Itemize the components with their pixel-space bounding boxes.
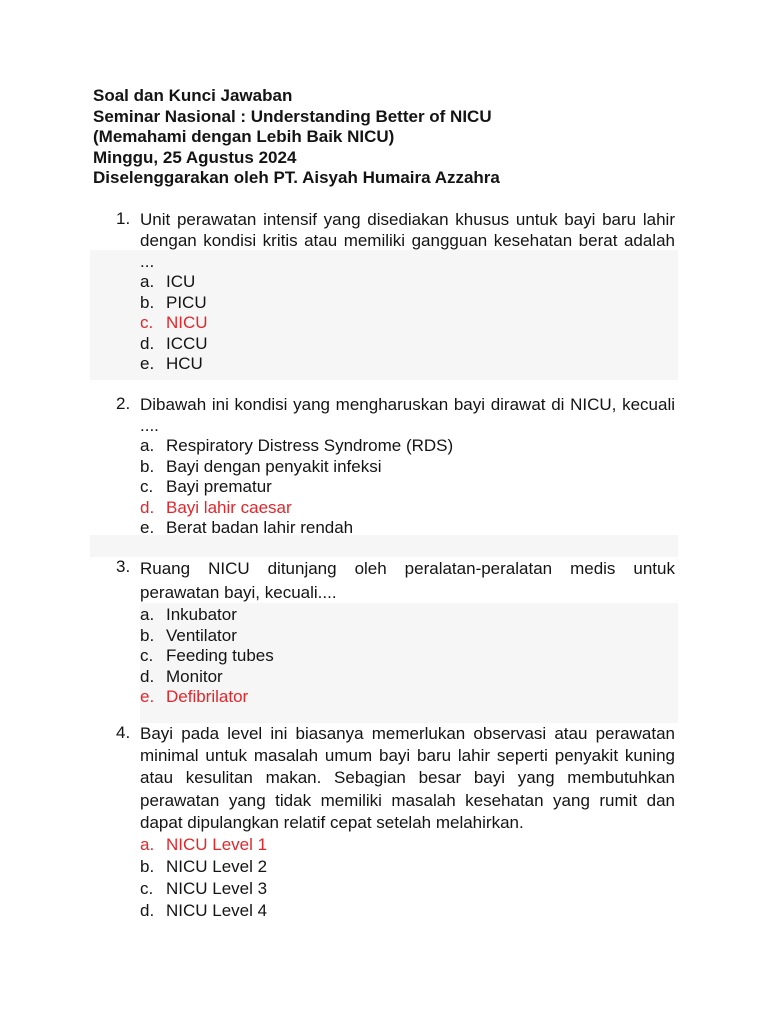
option-text: Bayi dengan penyakit infeksi bbox=[166, 456, 382, 476]
option bbox=[140, 900, 675, 922]
document-header bbox=[93, 86, 500, 189]
option-text: Respiratory Distress Syndrome (RDS) bbox=[166, 436, 454, 455]
option-text: Inkubator bbox=[166, 605, 237, 624]
question-1 bbox=[116, 209, 675, 375]
question-text: Dibawah ini kondisi yang mengharuskan bayi dirawat di NICU, kecuali .... bbox=[140, 395, 675, 435]
option bbox=[140, 667, 675, 688]
option-letter: e. bbox=[140, 518, 155, 537]
header-seminar: Seminar Nasional : Understanding Better of NICU bbox=[93, 106, 492, 126]
option bbox=[140, 856, 675, 878]
question-text: Ruang NICU ditunjang oleh peralatan-peralatan medis untuk perawatan bayi, kecuali.... bbox=[140, 559, 675, 602]
option-text: Bayi prematur bbox=[166, 477, 272, 496]
option bbox=[140, 605, 675, 626]
option-text: Defibrilator bbox=[166, 687, 249, 706]
option-text: NICU bbox=[166, 313, 208, 332]
option-text: ICCU bbox=[166, 333, 208, 353]
option-text: HCU bbox=[166, 354, 203, 373]
option-correct bbox=[140, 834, 675, 856]
header-subtitle: (Memahami dengan Lebih Baik NICU) bbox=[93, 127, 395, 147]
option bbox=[140, 646, 675, 667]
options-list bbox=[116, 436, 675, 539]
option-letter: d. bbox=[140, 901, 155, 921]
options-list bbox=[116, 834, 675, 922]
option-text: PICU bbox=[166, 292, 207, 312]
option-letter: c. bbox=[140, 646, 154, 665]
option bbox=[140, 436, 675, 457]
option-text: Ventilator bbox=[166, 625, 237, 645]
option-letter: a. bbox=[140, 605, 155, 624]
option-text: NICU Level 3 bbox=[166, 879, 268, 899]
option bbox=[140, 272, 675, 293]
option-letter: d. bbox=[140, 497, 155, 517]
header-organizer: Diselenggarakan oleh PT. Aisyah Humaira Azzahra bbox=[93, 168, 500, 188]
option-letter: a. bbox=[140, 272, 155, 291]
option-letter: e. bbox=[140, 354, 155, 373]
question-2 bbox=[116, 394, 675, 539]
options-list bbox=[116, 272, 675, 375]
option-correct bbox=[140, 498, 675, 519]
option-letter: a. bbox=[140, 436, 155, 455]
option-letter: d. bbox=[140, 333, 155, 353]
option-text: NICU Level 1 bbox=[166, 835, 268, 855]
question-number: 4. bbox=[116, 723, 131, 742]
header-title: Soal dan Kunci Jawaban bbox=[93, 86, 293, 105]
option bbox=[140, 477, 675, 498]
header-date: Minggu, 25 Agustus 2024 bbox=[93, 147, 297, 167]
question-3 bbox=[116, 557, 675, 708]
option-text: NICU Level 4 bbox=[166, 901, 268, 921]
question-text: Unit perawatan intensif yang disediakan khusus untuk bayi baru lahir dengan kondisi kritis atau memiliki gangguan kesehatan berat adalah ... bbox=[140, 210, 675, 271]
option-text: Bayi lahir caesar bbox=[166, 497, 292, 517]
question-text: Bayi pada level ini biasanya memerlukan observasi atau perawatan minimal untuk masalah umum bayi baru lahir seperti penyakit kuning atau kesulitan makan. Sebagian besar bayi yang membutuhkan perawatan yang tidak memiliki masalah kesehatan yang rumit dan dapat dipulangkan relatif cepat setelah melahirkan. bbox=[140, 724, 675, 832]
option-letter: c. bbox=[140, 879, 154, 899]
option-letter: b. bbox=[140, 292, 155, 312]
question-number: 3. bbox=[116, 557, 131, 576]
option-letter: c. bbox=[140, 313, 154, 332]
question-number: 2. bbox=[116, 394, 131, 413]
options-list bbox=[116, 605, 675, 708]
option-letter: b. bbox=[140, 857, 155, 877]
option bbox=[140, 354, 675, 375]
option-text: Feeding tubes bbox=[166, 646, 274, 665]
question-4 bbox=[116, 723, 675, 922]
option-letter: b. bbox=[140, 456, 155, 476]
option-letter: b. bbox=[140, 625, 155, 645]
option bbox=[140, 518, 675, 539]
option-letter: c. bbox=[140, 477, 154, 496]
option-correct bbox=[140, 687, 675, 708]
option bbox=[140, 457, 675, 478]
option-text: ICU bbox=[166, 272, 196, 291]
option-text: NICU Level 2 bbox=[166, 857, 268, 877]
option bbox=[140, 626, 675, 647]
option-letter: a. bbox=[140, 835, 155, 855]
option-letter: d. bbox=[140, 666, 155, 686]
option bbox=[140, 878, 675, 900]
option bbox=[140, 293, 675, 314]
question-number: 1. bbox=[116, 209, 131, 228]
option bbox=[140, 334, 675, 355]
option-correct bbox=[140, 313, 675, 334]
option-text: Berat badan lahir rendah bbox=[166, 518, 354, 537]
option-letter: e. bbox=[140, 687, 155, 706]
option-text: Monitor bbox=[166, 666, 223, 686]
